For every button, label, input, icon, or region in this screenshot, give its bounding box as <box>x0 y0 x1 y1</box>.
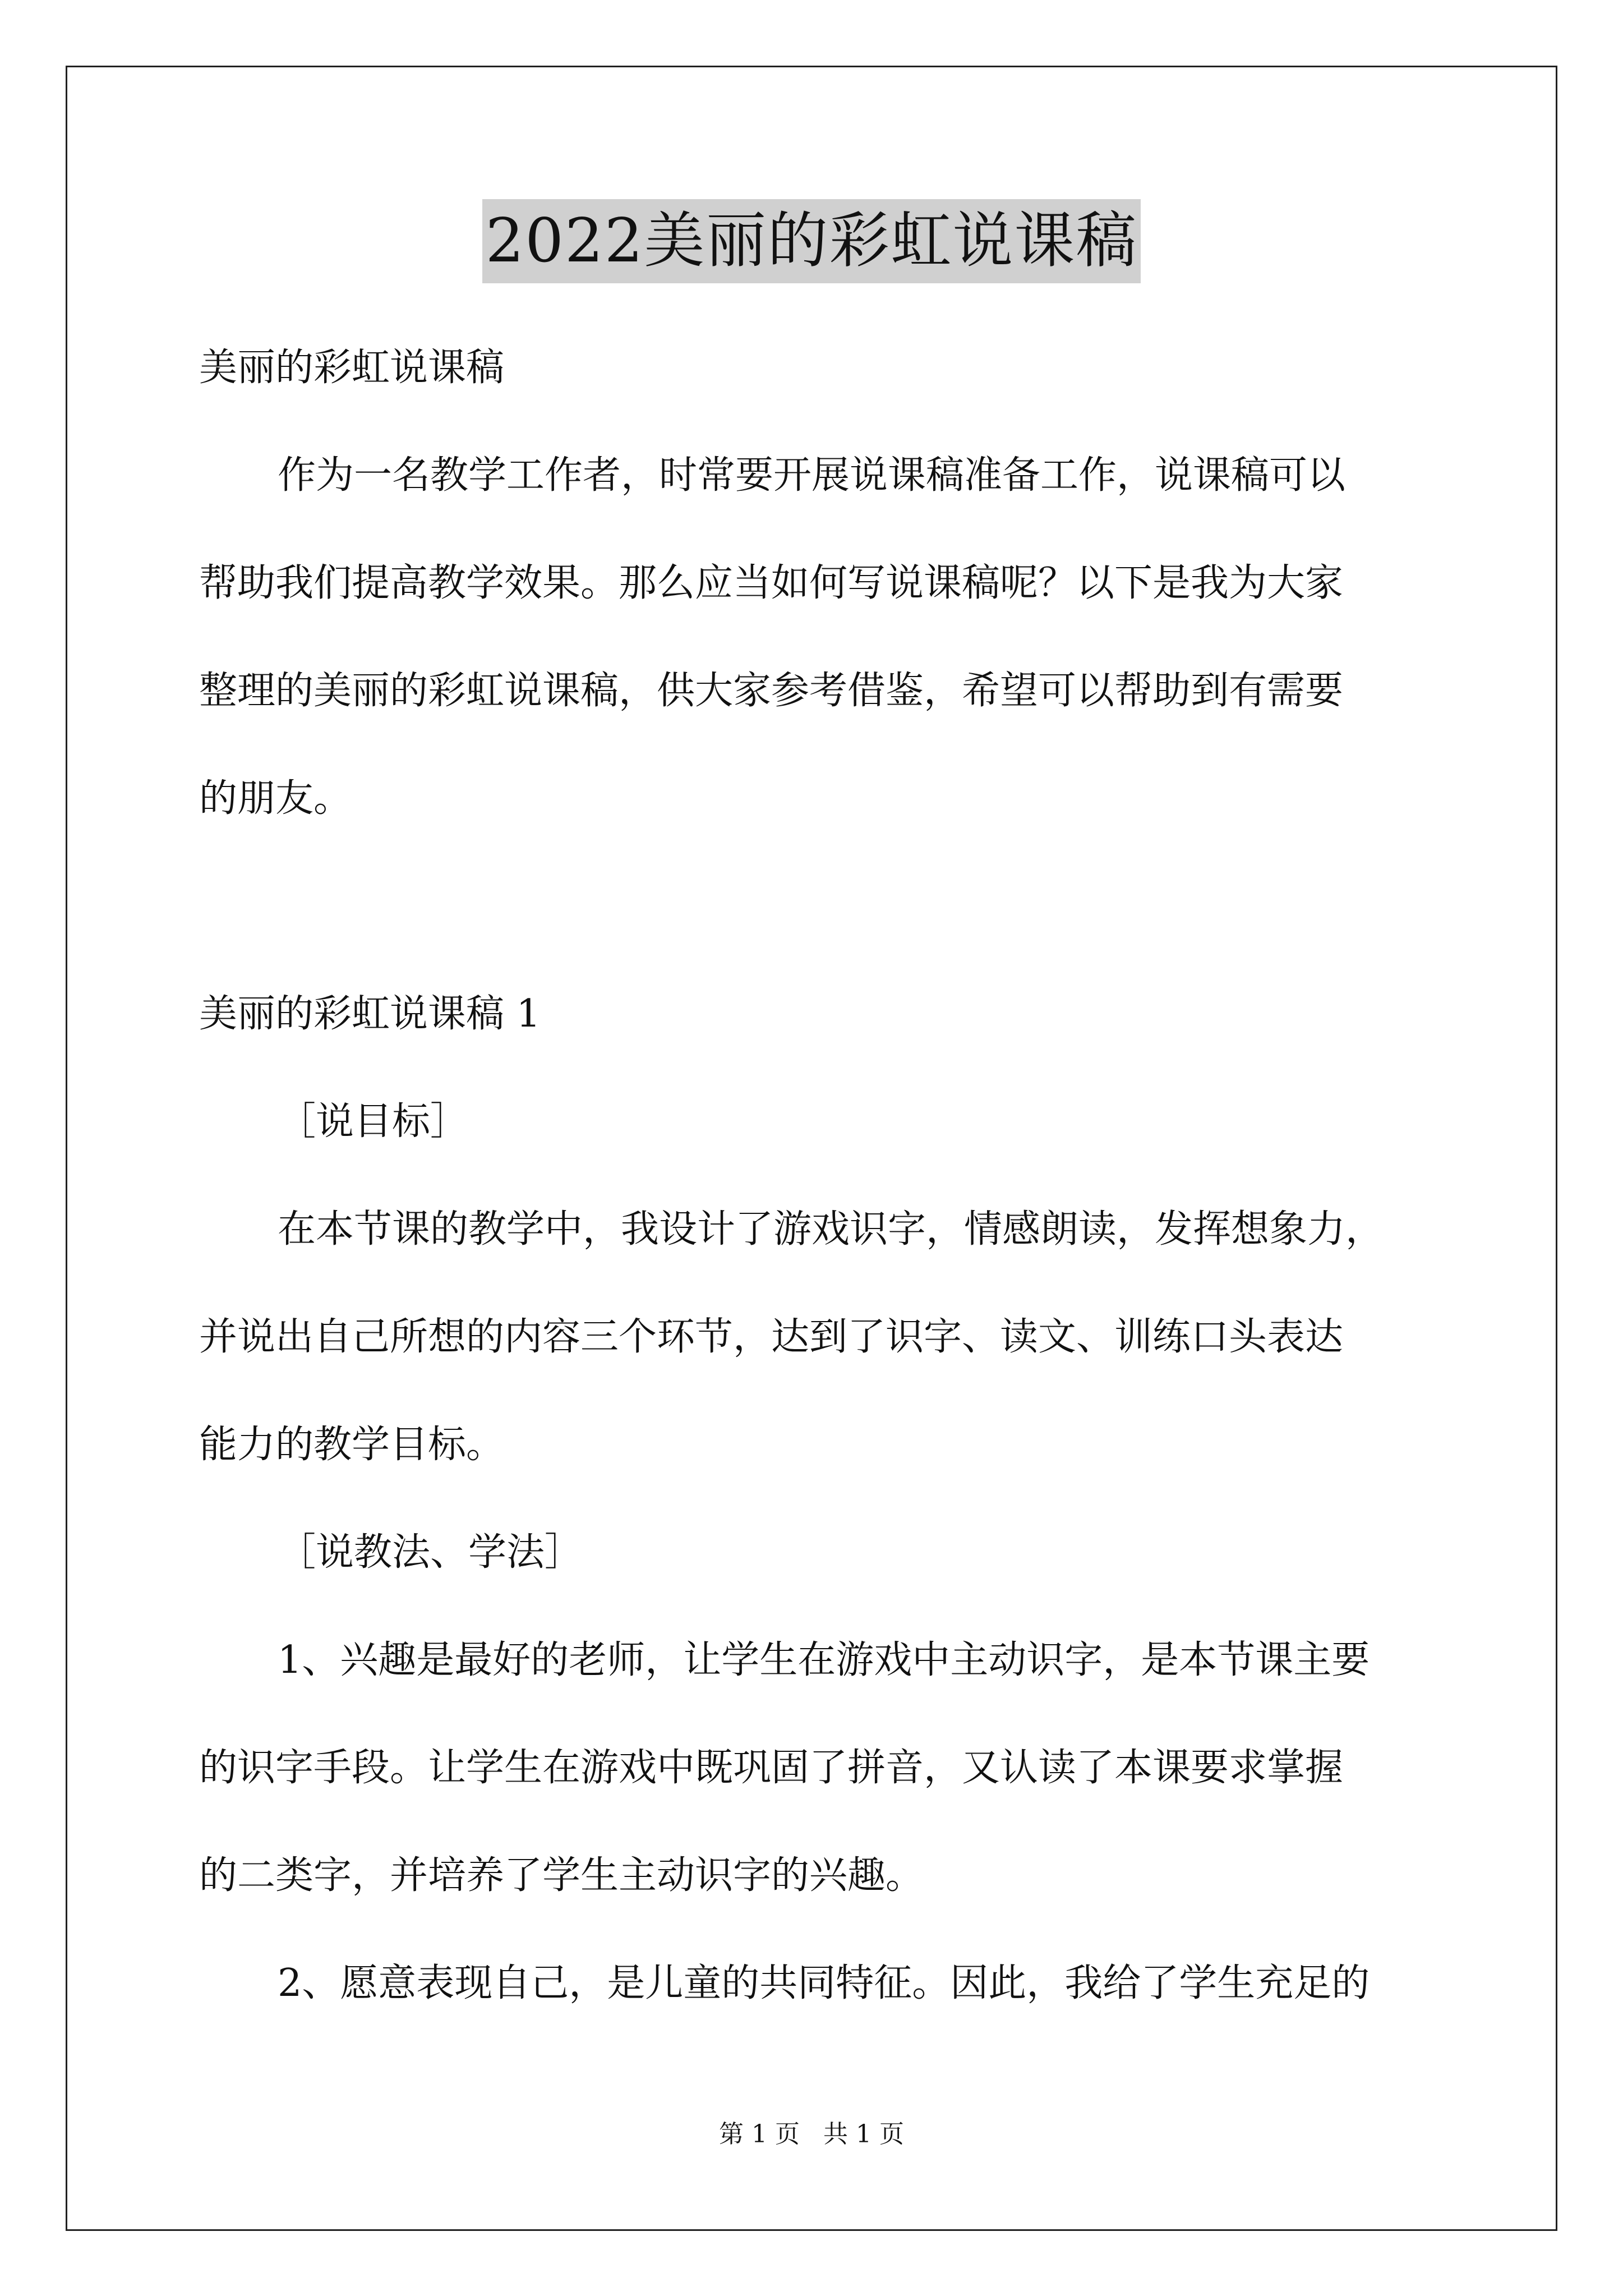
intro-line-4: 的朋友。 <box>199 776 352 821</box>
intro-line-1: 作为一名教学工作者，时常要开展说课稿准备工作，说课稿可以 <box>278 453 1346 498</box>
intro-line-2: 帮助我们提高教学效果。那么应当如何写说课稿呢？以下是我为大家 <box>199 561 1344 605</box>
section1-heading: 美丽的彩虹说课稿 1 <box>199 992 541 1036</box>
document-title: 2022美丽的彩虹说课稿 <box>482 199 1141 283</box>
intro-line-3: 整理的美丽的彩虹说课稿，供大家参考借鉴，希望可以帮助到有需要 <box>199 669 1344 713</box>
title-area <box>0 199 1623 283</box>
method1-line-2: 的识字手段。让学生在游戏中既巩固了拼音，又认读了本课要求掌握 <box>199 1746 1344 1790</box>
goal-heading: ［说目标］ <box>278 1099 469 1144</box>
goal-line-1: 在本节课的教学中，我设计了游戏识字，情感朗读，发挥想象力， <box>278 1207 1384 1251</box>
method1-line-1: 1、兴趣是最好的老师，让学生在游戏中主动识字，是本节课主要 <box>278 1638 1370 1682</box>
intro-heading: 美丽的彩虹说课稿 <box>199 346 505 390</box>
goal-line-2: 并说出自己所想的内容三个环节，达到了识字、读文、训练口头表达 <box>199 1315 1344 1359</box>
goal-line-3: 能力的教学目标。 <box>199 1423 505 1467</box>
method2-line-1: 2、愿意表现自己，是儿童的共同特征。因此，我给了学生充足的 <box>278 1961 1370 2005</box>
document-body <box>199 314 1455 2037</box>
method-heading: ［说教法、学法］ <box>278 1530 583 1575</box>
page-number-footer: 第 1 页 共 1 页 <box>719 2120 904 2148</box>
section-spacer <box>199 853 1455 960</box>
method1-line-3: 的二类字，并培养了学生主动识字的兴趣。 <box>199 1853 924 1898</box>
